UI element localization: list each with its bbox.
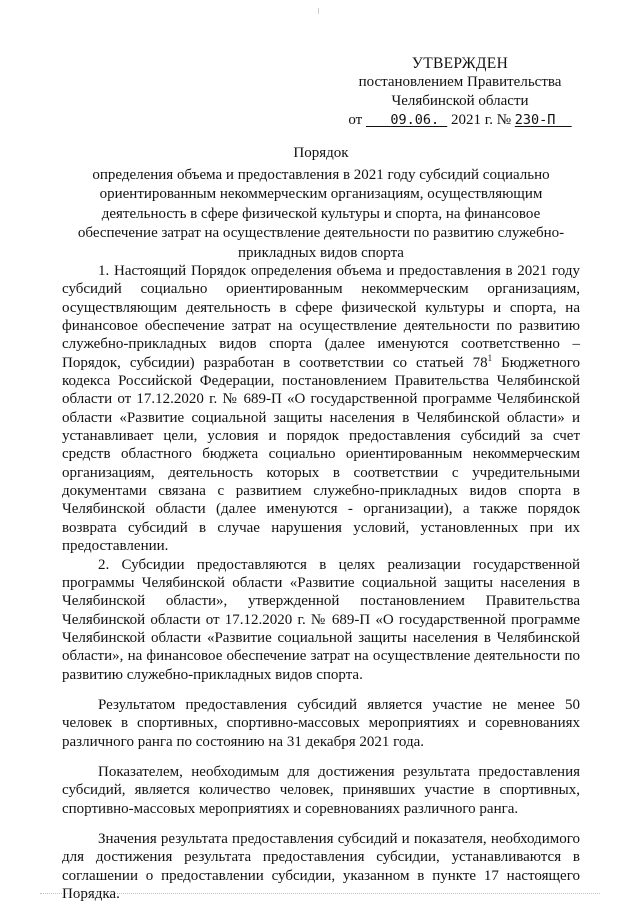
paragraph-4: Показателем, необходимым для достижения результата предоставления субсидий, является количество человек, принявших участие в спортивных, спортивно-массовых мероприятиях и соревнованиях различного ранга.	[62, 763, 580, 817]
approval-date	[366, 112, 447, 128]
page-bottom-rule	[40, 893, 600, 894]
approval-from: от	[348, 112, 363, 128]
paragraph-3: Результатом предоставления субсидий является участие не менее 50 человек в спортивных, спортивно-массовых мероприятиях и соревнованиях различного ранга по состоянию на 31 декабря 2021 года.	[62, 696, 580, 750]
approval-number-value: 230-П	[514, 112, 556, 128]
paragraph-1	[62, 262, 580, 556]
article-superscript: 1	[487, 352, 493, 363]
document-title: Порядок	[293, 145, 349, 161]
document-subtitle: определения объема и предоставления в 2021 году субсидий социально ориентированным некоммерческим организациям, осуществляющим деятельность в сфере физической культуры и спорта, на финансовое обеспечение затрат на осуществление деятельности по развитию служебно-прикладных видов спорта	[77, 166, 565, 261]
scan-mark	[318, 8, 319, 14]
paragraph-1-text-a: 1. Настоящий Порядок определения объема и предоставления в 2021 году субсидий социально ориентированным некоммерческим организациям, осуществляющим деятельность в сфере физической культуры и спорта, на финансовое обеспечение затрат на осуществление деятельности по развитию служебно-прикладных видов спорта (далее именуются соответственно – Порядок, субсидии) разработан в соответствии со статьей 78	[62, 263, 580, 371]
document-title-block	[60, 144, 582, 263]
approval-number	[515, 112, 572, 128]
paragraph-5: Значения результата предоставления субсидий и показателя, необходимого для достижения результата предоставления субсидии, устанавливаются в соглашении о предоставлении субсидии, указанном в пункте 17 настоящего Порядка.	[62, 830, 580, 902]
approved-heading: УТВЕРЖДЕН	[411, 55, 509, 72]
paragraph-1-text-b: Бюджетного кодекса Российской Федерации, постановлением Правительства Челябинской области от 17.12.2020 г. № 689-П «О государственной программе Челябинской области «Развитие социальной защиты населения в Челябинской области» и устанавливает цели, условия и порядок предоставления субсидий за счет средств областного бюджета социально ориентированным некоммерческим организациям, деятельность которых в соответствии с учредительными документами связана с развитием служебно-прикладных видов спорта в Челябинской области (далее именуются - организации), а также порядок возврата субсидий в случае нарушения условий, установленных при их предоставлении.	[62, 354, 580, 555]
document-body	[62, 262, 580, 903]
approval-line-1: постановлением Правительства	[358, 74, 562, 90]
approval-date-line	[340, 111, 580, 130]
approval-year: 2021 г. №	[450, 112, 512, 128]
approval-date-value: 09.06.	[390, 112, 440, 128]
approval-line-2: Челябинской области	[391, 93, 529, 109]
paragraph-2: 2. Субсидии предоставляются в целях реализации государственной программы Челябинской области «Развитие социальной защиты населения в Челябинской области», утвержденной постановлением Правительства Челябинской области от 17.12.2020 г. № 689-П «О государственной программе Челябинской области «Развитие социальной защиты населения в Челябинской области», на финансовое обеспечение затрат на осуществление деятельности по развитию служебно-прикладных видов спорта.	[62, 556, 580, 683]
approval-stamp	[340, 54, 580, 130]
